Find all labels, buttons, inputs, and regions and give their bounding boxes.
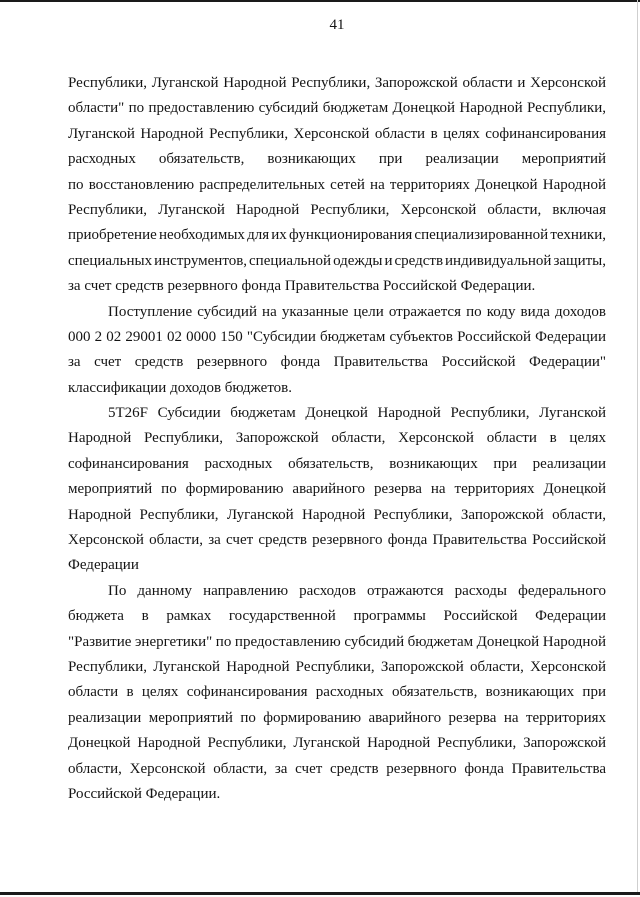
- text-line: мероприятий по формированию аварийного резерва на территориях Донецкой: [68, 481, 606, 498]
- text-line: Поступление субсидий на указанные цели отражается по коду вида доходов: [108, 303, 606, 320]
- text-line: Луганской Народной Республики, Херсонской области в целях софинансирования: [68, 125, 606, 142]
- scan-border-right: [637, 0, 638, 892]
- text-line: за счет средств резервного фонда Правительства Российской Федерации.: [68, 278, 536, 295]
- scan-border-top: [0, 0, 640, 2]
- text-line: 5Т26F Субсидии бюджетам Донецкой Народной Республики, Луганской: [108, 405, 606, 422]
- page-number: 41: [329, 17, 345, 33]
- text-line: Донецкой Народной Республики, Луганской Народной Республики, Запорожской: [68, 735, 606, 752]
- text-line: Республики, Луганской Народной Республики, Запорожской области и Херсонской: [68, 75, 606, 91]
- text-line: области в целях софинансирования расходных обязательств, возникающих при: [68, 684, 606, 701]
- text-line: Республики, Луганской Народной Республики, Запорожской области, Херсонской: [68, 658, 606, 675]
- text-line: Народной Республики, Запорожской области, Херсонской области в целях: [68, 430, 606, 447]
- document-body: [68, 71, 606, 807]
- text-line: области" по предоставлению субсидий бюджетам Донецкой Народной Республики,: [68, 100, 606, 117]
- text-line: области, Херсонской области, за счет средств резервного фонда Правительства: [68, 760, 606, 777]
- text-line: Федерации: [68, 557, 139, 574]
- text-line: по восстановлению распределительных сетей на территориях Донецкой Народной: [68, 176, 606, 193]
- text-line: реализации мероприятий по формированию аварийного резерва на территориях: [68, 709, 606, 726]
- text-line: "Развитие энергетики" по предоставлению субсидий бюджетам Донецкой Народной: [68, 633, 606, 650]
- text-line: Херсонской области, за счет средств резервного фонда Правительства Российской: [68, 532, 606, 549]
- paragraph: [68, 401, 606, 579]
- text-line: софинансирования расходных обязательств, возникающих при реализации: [68, 455, 606, 472]
- text-line: бюджета в рамках государственной программы Российской Федерации: [68, 608, 606, 625]
- text-line: за счет средств резервного фонда Правительства Российской Федерации": [68, 354, 606, 371]
- text-line: расходных обязательств, возникающих при реализации мероприятий: [68, 151, 606, 168]
- text-line: По данному направлению расходов отражаются расходы федерального: [108, 582, 606, 599]
- text-line: Республики, Луганской Народной Республики, Херсонской области, включая: [68, 201, 606, 218]
- text-line: 000 2 02 29001 02 0000 150 "Субсидии бюджетам субъектов Российской Федерации: [68, 328, 606, 345]
- paragraph: [68, 579, 606, 808]
- paragraph: [68, 71, 606, 300]
- text-line: Российской Федерации.: [68, 785, 221, 802]
- text-line: Народной Республики, Луганской Народной Республики, Запорожской области,: [68, 506, 606, 523]
- text-line: специальных инструментов, специальной одежды и средств индивидуальной защиты,: [68, 252, 606, 269]
- text-line: классификации доходов бюджетов.: [68, 379, 293, 396]
- text-line: приобретение необходимых для их функционирования специализированной техники,: [68, 227, 606, 244]
- scan-border-bottom: [0, 892, 640, 895]
- paragraph: [68, 300, 606, 402]
